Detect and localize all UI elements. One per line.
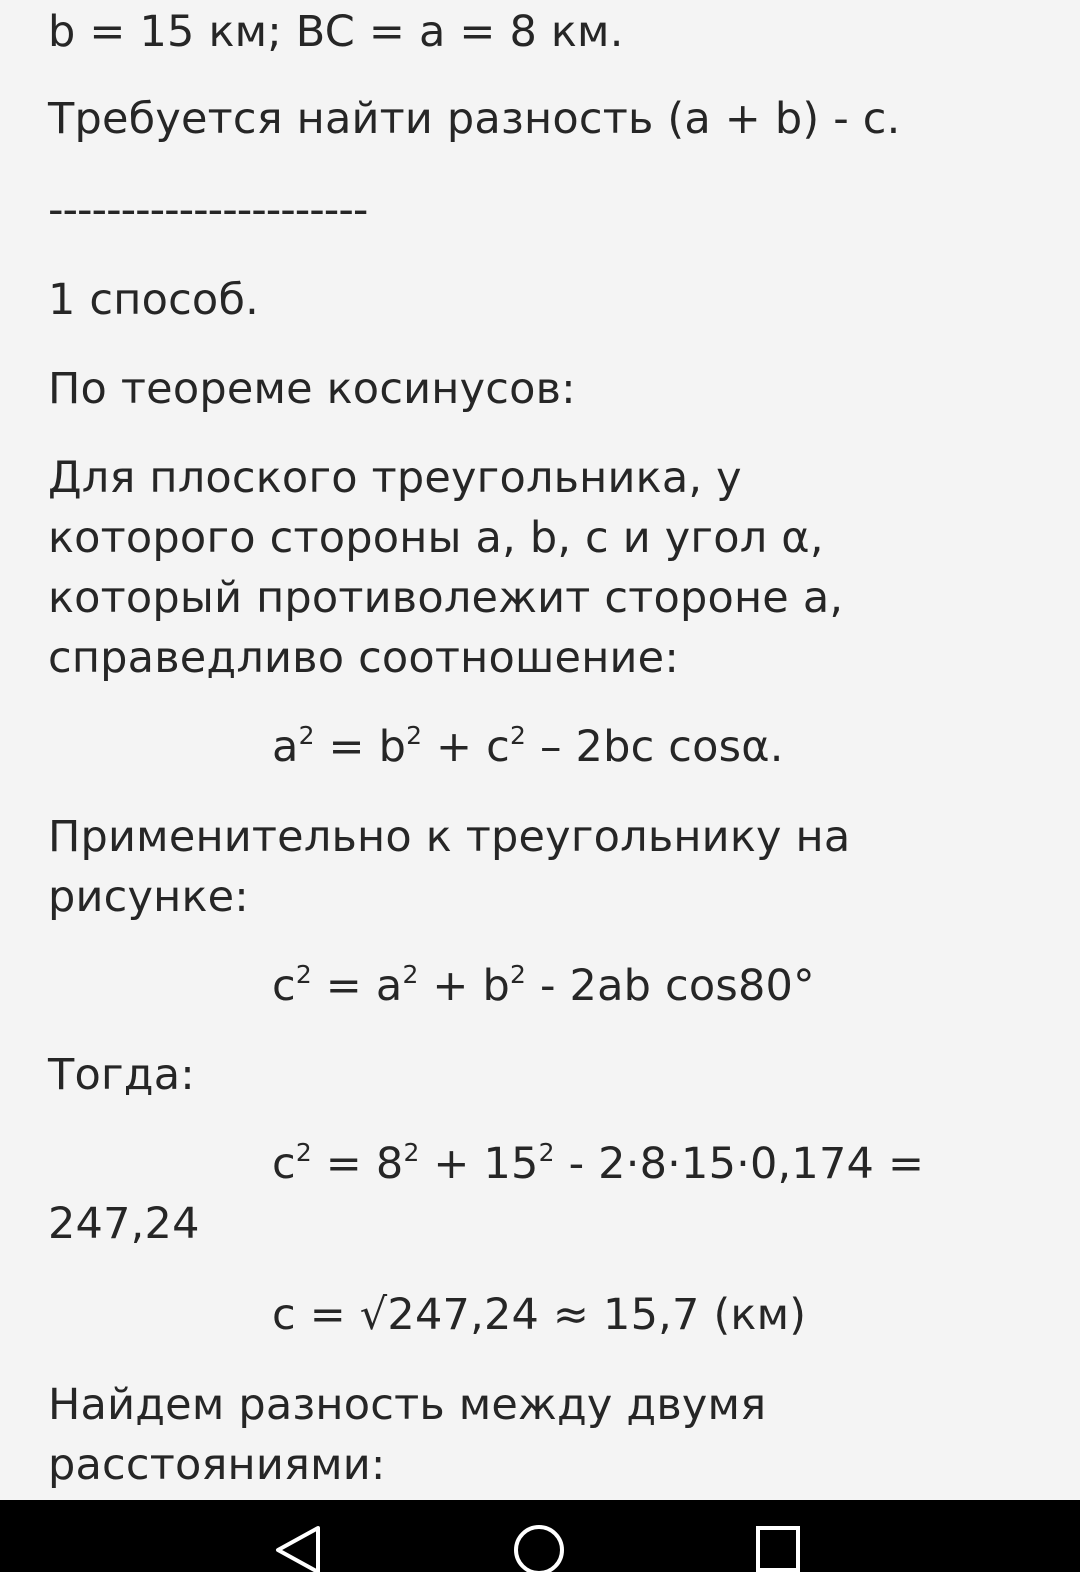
- paragraph-line: рисунке:: [48, 872, 249, 922]
- paragraph-line: Найдем разность между двумя: [48, 1380, 767, 1430]
- recents-button[interactable]: [750, 1522, 810, 1572]
- formula-applied: $c^2 = a^2 + b^2 - 2ab$ cos80°: [272, 960, 815, 1011]
- formula-square-root: c = √247,24 ≈ 15,7 (км): [272, 1290, 807, 1340]
- formula-cosine-law: $a^2 = b^2 + c^2 - 2bc$ cosα.: [272, 721, 784, 772]
- back-button[interactable]: [268, 1522, 328, 1572]
- navigation-bar: [0, 1500, 1080, 1572]
- paragraph-line: Применительно к треугольнику на: [48, 812, 851, 862]
- home-circle-icon: [510, 1522, 570, 1572]
- formula-calculation: $c^2 = 8^2 + 15^2 - 2\cdot 8\cdot 15\cdot 0,174$ =: [272, 1138, 925, 1189]
- text-line-then: Тогда:: [48, 1050, 195, 1100]
- paragraph-line: который противолежит стороне a,: [48, 573, 844, 623]
- paragraph-line: расстояниями:: [48, 1440, 386, 1490]
- text-line-given: b = 15 км; BC = a = 8 км.: [48, 7, 624, 57]
- recents-square-icon: [750, 1522, 810, 1572]
- separator-line: ----------------------: [48, 185, 368, 235]
- home-button[interactable]: [510, 1522, 570, 1572]
- paragraph-line: которого стороны a, b, c и угол α,: [48, 513, 824, 563]
- paragraph-line: Для плоского треугольника, у: [48, 453, 742, 503]
- calculation-result: 247,24: [48, 1199, 200, 1249]
- text-line-task: Требуется найти разность (a + b) - c.: [48, 94, 901, 144]
- back-triangle-icon: [268, 1522, 328, 1572]
- text-line-theorem: По теореме косинусов:: [48, 364, 576, 414]
- text-line-method: 1 способ.: [48, 275, 260, 325]
- paragraph-line: справедливо соотношение:: [48, 633, 680, 683]
